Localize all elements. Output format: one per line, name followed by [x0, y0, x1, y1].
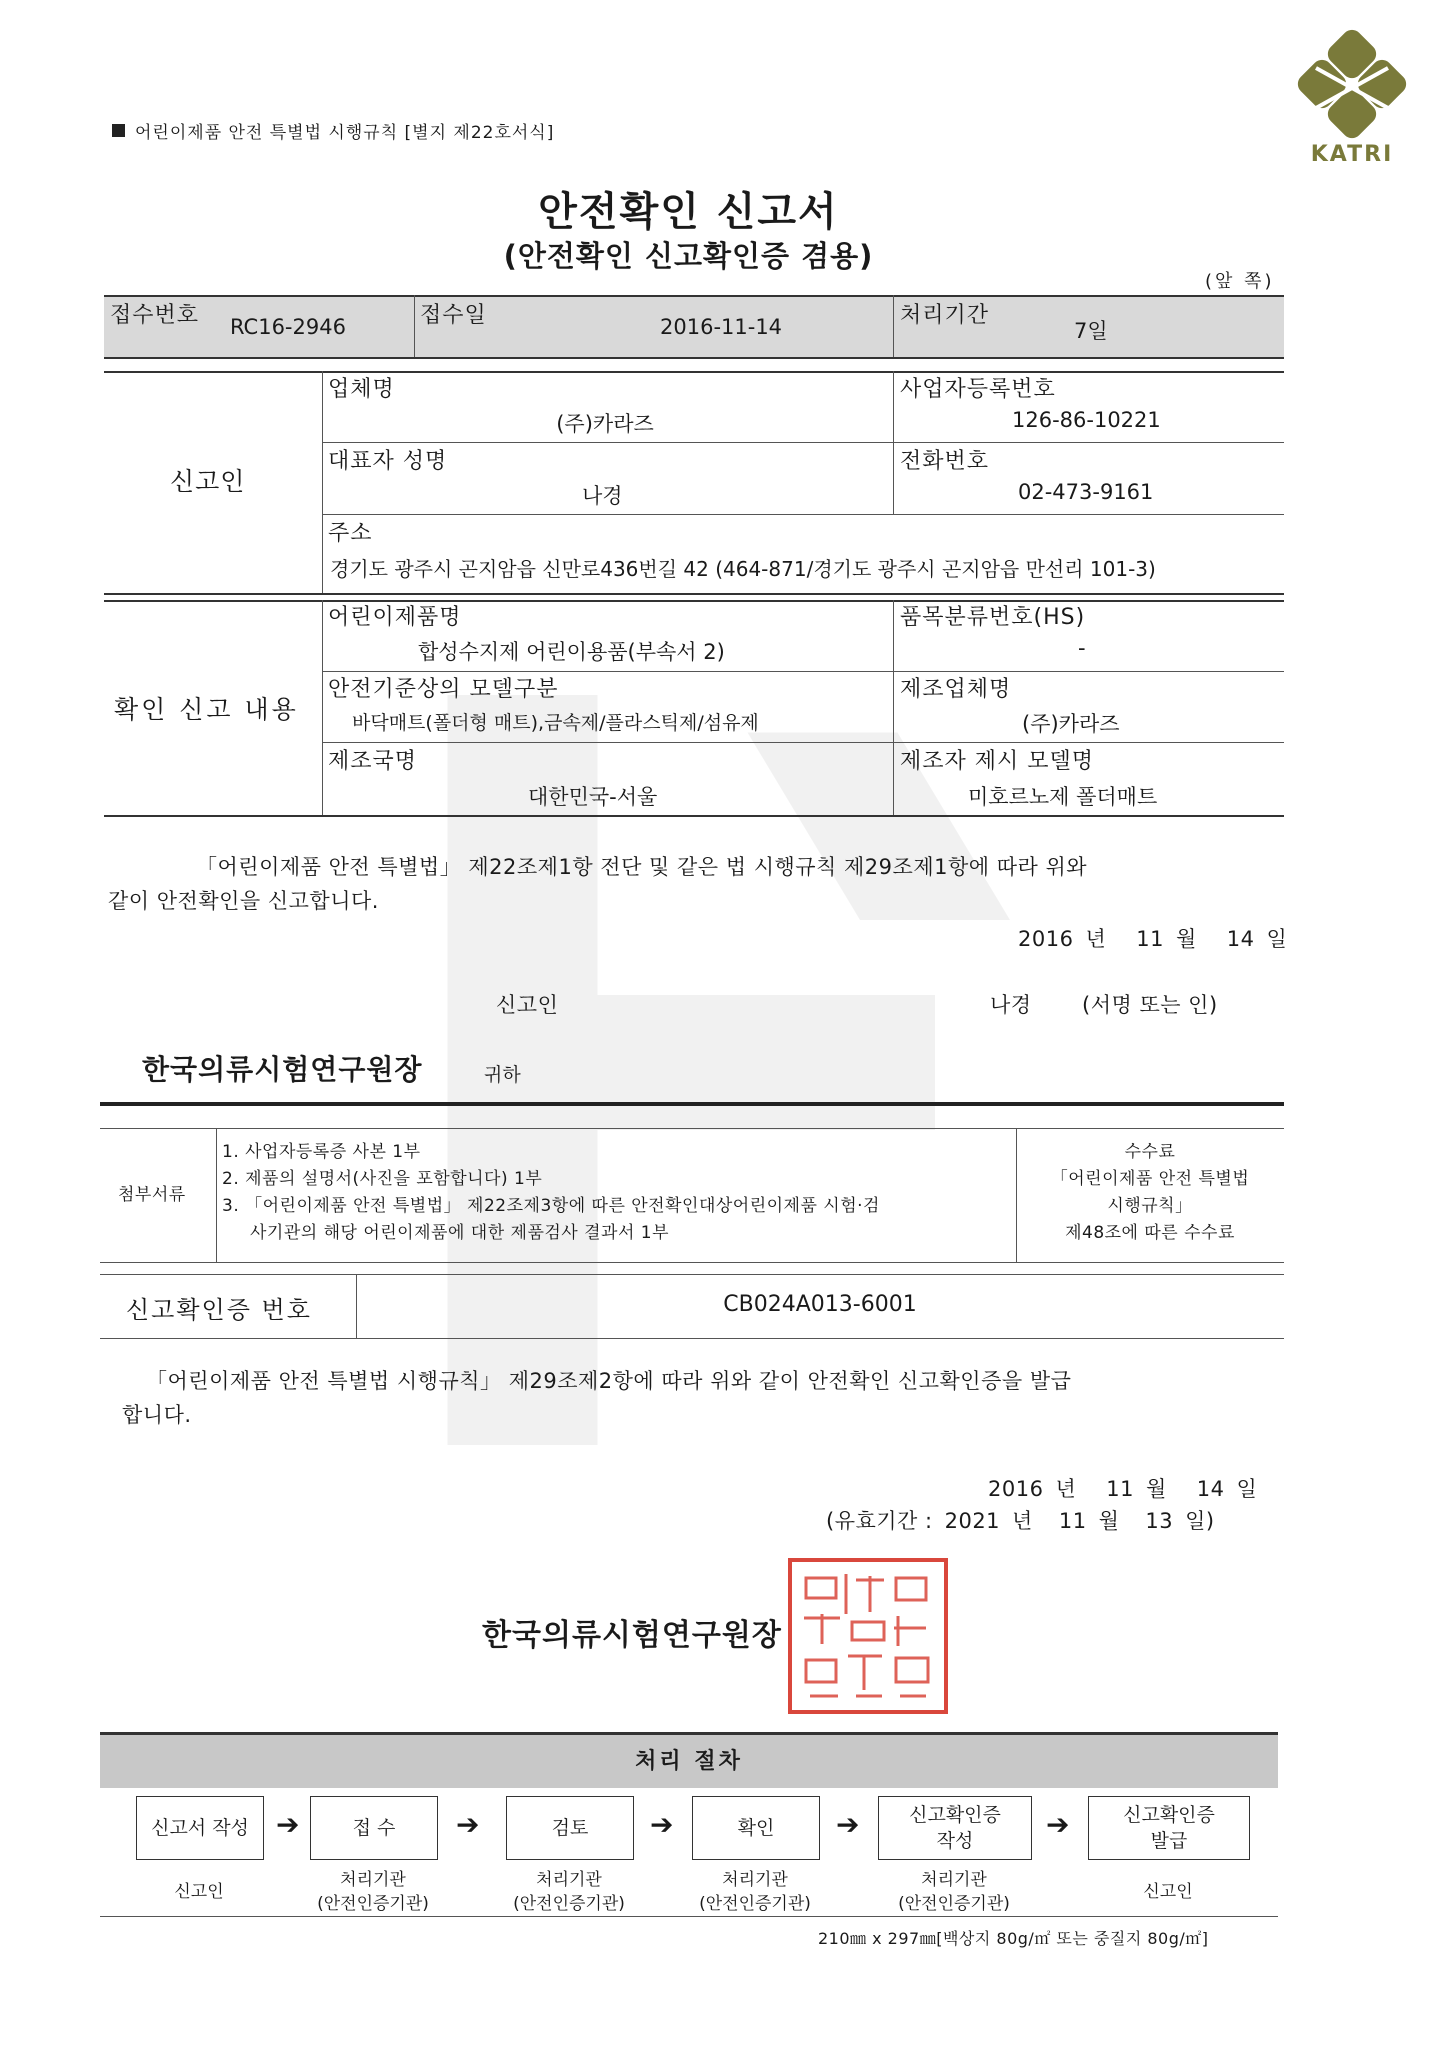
- valid-month: 11: [1058, 1509, 1087, 1533]
- valid-year: 2021: [944, 1509, 1001, 1533]
- recipient-name: 한국의류시험연구원장: [142, 1053, 423, 1086]
- company-name-value: (주)카라즈: [556, 412, 654, 436]
- katri-logo-icon: [1294, 28, 1410, 140]
- country-value: 대한민국-서울: [528, 785, 658, 809]
- validity-period: [826, 1504, 1215, 1538]
- recipient-suffix: 귀하: [484, 1064, 521, 1086]
- process-step-caption: 처리기관 (안전인증기관): [898, 1870, 1010, 1914]
- declaration-year: 2016: [1018, 927, 1074, 951]
- content-section-label: 확인 신고 내용: [114, 695, 299, 724]
- certificate-no-label: 신고확인증 번호: [126, 1296, 312, 1324]
- attachment-item-1: 1. 사업자등록증 사본 1부: [222, 1142, 421, 1162]
- ceo-name-label: 대표자 성명: [328, 449, 448, 474]
- product-name-value: 합성수지제 어린이용품(부속서 2): [418, 640, 725, 664]
- declaration-day: 14: [1226, 927, 1255, 951]
- model-class-label: 안전기준상의 모델구분: [328, 677, 559, 702]
- process-step-caption: 신고인: [1143, 1882, 1193, 1902]
- model-name-value: 미호르노제 폴더매트: [968, 785, 1158, 809]
- reporter-section-label: 신고인: [170, 467, 246, 496]
- address-value: 경기도 광주시 곤지암읍 신만로436번길 42 (464-871/경기도 광주시 곤지암읍 만선리 101-3): [330, 557, 1156, 581]
- address-label: 주소: [328, 521, 373, 546]
- process-step-caption: 처리기관 (안전인증기관): [699, 1870, 811, 1914]
- arrow-right-icon: ➔: [276, 1808, 300, 1841]
- receipt-no-label: 접수번호: [110, 303, 200, 328]
- receipt-date-value: 2016-11-14: [660, 315, 783, 339]
- issue-day: 14: [1196, 1477, 1225, 1501]
- declaration-line2: 같이 안전확인을 신고합니다.: [108, 889, 379, 913]
- declaration-line1: 「어린이제품 안전 특별법」 제22조제1항 전단 및 같은 법 시행규칙 제29조제1항에 따라 위와: [196, 855, 1088, 879]
- issue-month: 11: [1106, 1477, 1134, 1501]
- page-subtitle: (안전확인 신고확인증 겸용): [503, 239, 874, 273]
- ceo-name-value: 나경: [582, 484, 623, 508]
- valid-day: 13: [1145, 1509, 1174, 1533]
- receipt-date-label: 접수일: [420, 303, 487, 328]
- attachments-label: 첨부서류: [118, 1185, 186, 1205]
- issue-line2: 합니다.: [122, 1403, 192, 1427]
- process-step-box: 신고서 작성: [136, 1796, 264, 1860]
- issue-month-unit: 월: [1145, 1477, 1167, 1501]
- process-step-box: 신고확인증 발급: [1088, 1796, 1250, 1860]
- declaration-month: 11: [1136, 927, 1164, 951]
- page-title: 안전확인 신고서: [538, 189, 839, 235]
- phone-label: 전화번호: [900, 449, 990, 474]
- logo-wordmark: KATRI: [1310, 142, 1394, 167]
- day-unit: 일: [1266, 927, 1288, 951]
- process-step-box: 검토: [506, 1796, 634, 1860]
- fee-title: 수수료: [1124, 1142, 1176, 1162]
- process-step-caption: 처리기관 (안전인증기관): [317, 1870, 429, 1914]
- signer-name: 나경: [990, 993, 1032, 1017]
- issuer-name: 한국의류시험연구원장: [482, 1618, 782, 1653]
- phone-value: 02-473-9161: [1018, 480, 1154, 504]
- valid-year-unit: 년: [1012, 1509, 1033, 1533]
- issue-day-unit: 일: [1236, 1477, 1258, 1501]
- valid-month-unit: 월: [1098, 1509, 1120, 1533]
- process-title: 처리 절차: [635, 1749, 743, 1774]
- validity-prefix: (유효기간 :: [826, 1509, 933, 1533]
- attachment-item-2: 2. 제품의 설명서(사진을 포함합니다) 1부: [222, 1169, 543, 1189]
- arrow-right-icon: ➔: [456, 1808, 480, 1841]
- processing-period-value: 7일: [1074, 319, 1108, 343]
- paper-spec: 210㎜ x 297㎜[백상지 80g/㎡ 또는 중질지 80g/㎡]: [818, 1929, 1209, 1948]
- form-reference: [112, 118, 554, 143]
- arrow-right-icon: ➔: [836, 1808, 860, 1841]
- manufacturer-value: (주)카라즈: [1022, 712, 1120, 736]
- fee-line2: 시행규칙」: [1107, 1196, 1193, 1216]
- arrow-right-icon: ➔: [650, 1808, 674, 1841]
- certificate-no-value: CB024A013-6001: [723, 1292, 917, 1317]
- issue-date: [988, 1472, 1257, 1506]
- processing-period-label: 처리기간: [900, 303, 990, 328]
- model-class-value: 바닥매트(폴더형 매트),금속제/플라스틱제/섬유제: [352, 712, 759, 734]
- model-name-label: 제조자 제시 모델명: [900, 749, 1095, 774]
- process-step-box: 신고확인증 작성: [878, 1796, 1032, 1860]
- month-unit: 월: [1175, 927, 1197, 951]
- arrow-right-icon: ➔: [1046, 1808, 1070, 1841]
- year-unit: 년: [1085, 927, 1107, 951]
- business-reg-no-value: 126-86-10221: [1012, 408, 1161, 432]
- fee-line1: 「어린이제품 안전 특별법: [1050, 1169, 1250, 1189]
- process-step-caption: 처리기관 (안전인증기관): [513, 1870, 625, 1914]
- sign-note: (서명 또는 인): [1082, 993, 1218, 1017]
- receipt-no-value: RC16-2946: [230, 315, 346, 339]
- issue-year-unit: 년: [1055, 1477, 1077, 1501]
- process-step-box: 접 수: [310, 1796, 438, 1860]
- company-name-label: 업체명: [328, 377, 395, 402]
- official-seal-icon: [786, 1556, 950, 1716]
- declaration-date: [1018, 922, 1287, 956]
- attachment-item-3b: 사기관의 해당 어린이제품에 대한 제품검사 결과서 1부: [250, 1223, 670, 1243]
- signer-label: 신고인: [496, 993, 559, 1017]
- country-label: 제조국명: [328, 749, 418, 774]
- attachment-item-3a: 3. 「어린이제품 안전 특별법」 제22조제3항에 따른 안전확인대상어린이제품 시험·검: [222, 1196, 880, 1216]
- hs-code-label: 품목분류번호(HS): [900, 605, 1086, 630]
- manufacturer-label: 제조업체명: [900, 677, 1012, 702]
- process-step-box: 확인: [692, 1796, 820, 1860]
- katri-logo: [1294, 28, 1410, 168]
- hs-code-value: -: [1078, 636, 1086, 660]
- square-bullet-icon: [112, 124, 125, 137]
- page-side-label: (앞 쪽): [1205, 271, 1275, 292]
- business-reg-no-label: 사업자등록번호: [900, 377, 1056, 402]
- form-reference-text: 어린이제품 안전 특별법 시행규칙 [별지 제22호서식]: [135, 123, 555, 143]
- validity-suffix: 일): [1185, 1509, 1215, 1533]
- process-step-caption: 신고인: [174, 1882, 224, 1902]
- fee-line3: 제48조에 따른 수수료: [1065, 1223, 1235, 1243]
- product-name-label: 어린이제품명: [328, 605, 462, 630]
- issue-line1: 「어린이제품 안전 특별법 시행규칙」 제29조제2항에 따라 위와 같이 안전확인 신고확인증을 발급: [146, 1369, 1072, 1393]
- issue-year: 2016: [988, 1477, 1044, 1501]
